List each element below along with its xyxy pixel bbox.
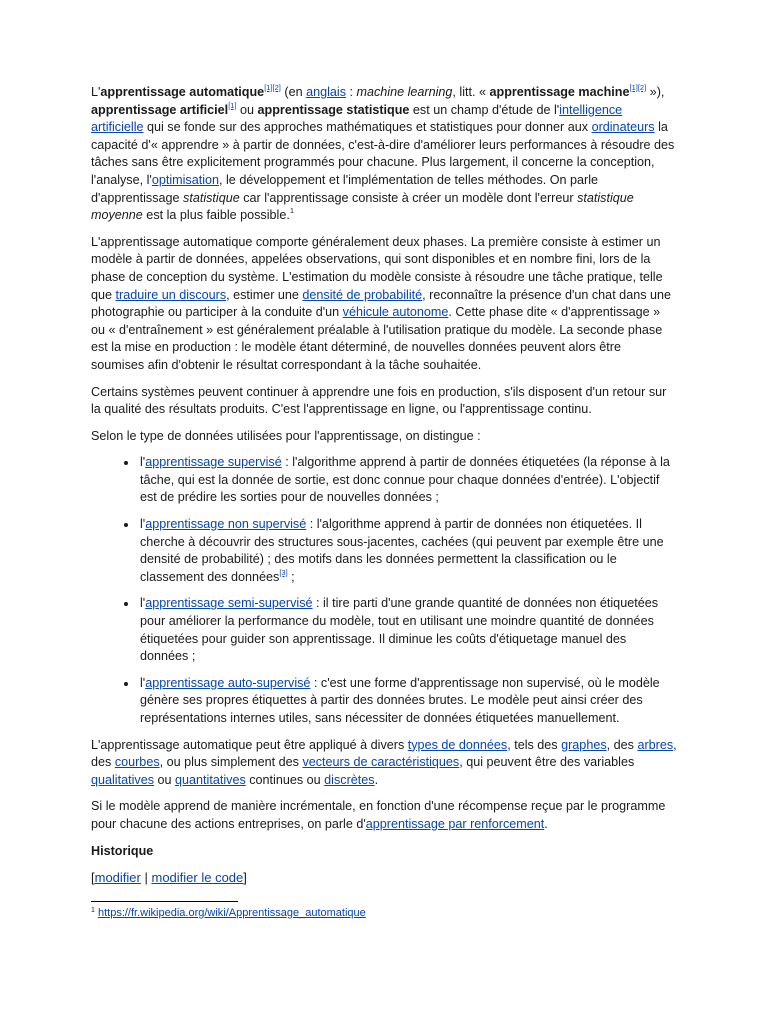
link-densite-probabilite[interactable]: densité de probabilité xyxy=(302,287,423,302)
link-traduire-discours[interactable]: traduire un discours xyxy=(115,287,227,302)
link-graphes[interactable]: graphes xyxy=(561,737,607,752)
section-heading-historique: Historique xyxy=(91,843,154,858)
paragraph-donnees: L'apprentissage automatique peut être appliqué à divers types de données, tels des graphes, des arbres, des courbes, ou plus simplement des vecteurs de caractéristiques, qui peuvent être des variables qualitatives ou quantitatives continues ou discrètes. xyxy=(91,737,677,787)
paragraph-continu: Certains systèmes peuvent continuer à apprendre une fois en production, s'ils disposent d'un retour sur la qualité des résultats produits. C'est l'apprentissage en ligne, ou l'apprentissage continu. xyxy=(91,384,667,417)
link-vecteurs-caracteristiques[interactable]: vecteurs de caractéristiques xyxy=(302,755,460,770)
term-apprentissage-automatique: apprentissage automatique xyxy=(100,85,265,99)
footnote-separator xyxy=(91,901,238,902)
ref-link-4[interactable]: [2] xyxy=(637,83,647,92)
link-apprentissage-supervise[interactable]: apprentissage supervisé xyxy=(145,455,282,470)
link-apprentissage-auto-supervise[interactable]: apprentissage auto-supervisé xyxy=(145,675,311,690)
learning-types-list xyxy=(91,454,677,727)
term-apprentissage-statistique: apprentissage statistique xyxy=(257,102,410,117)
list-item: • l'apprentissage auto-supervisé : c'est une forme d'apprentissage non supervisé, où le modèle génère ses propres étiquettes à partir des données brutes. Le modèle peut ainsi créer des représentations internes utiles, sans nécessiter de données étiquetées manuellement. xyxy=(138,675,677,728)
link-ordinateurs[interactable]: ordinateurs xyxy=(591,120,655,135)
link-courbes[interactable]: courbes xyxy=(114,755,160,770)
ref-link-1[interactable]: [1] xyxy=(264,83,273,92)
link-apprentissage-renforcement[interactable]: apprentissage par renforcement xyxy=(365,816,545,831)
term-machine-learning: machine learning xyxy=(356,85,453,99)
link-anglais[interactable]: anglais xyxy=(306,85,346,99)
link-vehicule-autonome[interactable]: véhicule autonome xyxy=(342,305,449,320)
document-page xyxy=(91,84,677,920)
list-item: • l'apprentissage semi-supervisé : il tire parti d'une grande quantité de données non étiquetées pour améliorer la performance du modèle, tout en utilisant une moindre quantité de données étiquetées pour guider son apprentissage. Il diminue les coûts d'étiquetage manuel des données ; xyxy=(138,595,677,665)
link-apprentissage-non-supervise[interactable]: apprentissage non supervisé xyxy=(145,517,307,532)
term-apprentissage-machine: apprentissage machine xyxy=(489,85,630,99)
ref-link-2[interactable]: [2] xyxy=(272,83,281,92)
link-types-de-donnees[interactable]: types de données xyxy=(407,737,508,752)
edit-links: [modifier | modifier le code] xyxy=(91,870,247,886)
link-discretes[interactable]: discrètes xyxy=(324,772,375,787)
link-intelligence-artificielle[interactable]: intelligence artificielle xyxy=(91,102,623,135)
link-arbres[interactable]: arbres xyxy=(637,737,674,752)
list-item: • l'apprentissage supervisé : l'algorithme apprend à partir de données étiquetées (la réponse à la tâche, qui est la donnée de sortie, est donc connue pour chaque données d'entrée). L'objectif est de prédire les sorties pour de nouvelles données ; xyxy=(138,454,677,507)
term-apprentissage-artificiel: apprentissage artificiel xyxy=(91,102,229,117)
edit-link[interactable]: modifier xyxy=(94,870,141,886)
paragraph-renforcement: Si le modèle apprend de manière incrémentale, en fonction d'une récompense reçue par le programme pour chacune des actions entreprises, on parle d'apprentissage par renforcement. xyxy=(91,799,666,831)
edit-code-link[interactable]: modifier le code xyxy=(151,870,244,886)
paragraph-phases: L'apprentissage automatique comporte généralement deux phases. La première consiste à estimer un modèle à partir de données, appelées observations, qui sont disponibles et en nombre fini, lors de la phase de conception du système. L'estimation du modèle consiste à résoudre une tâche pratique, telle que traduire un discours, estimer une densité de probabilité, reconnaître la présence d'un chat dans une photographie ou participer à la conduite d'un véhicule autonome. Cette phase dite « d'apprentissage » ou « d'entraînement » est généralement préalable à l'utilisation pratique du modèle. La seconde phase est la mise en production : le modèle étant déterminé, de nouvelles données peuvent alors être soumises afin d'obtenir le résultat correspondant à la tâche souhaitée. xyxy=(91,234,672,372)
paragraph-intro: L'apprentissage automatique[1][2] (en anglais : machine learning, litt. « apprentissage machine[1][2] »), apprentissage artificiel[1] ou apprentissage statistique est un champ d'étude de l'intelligence artificielle qui se fonde sur des approches mathématiques et statistiques pour donner aux ordinateurs la capacité d'« apprendre » à partir de données, c'est-à-dire d'améliorer leurs performances à résoudre des tâches sans être explicitement programmés pour chacune. Plus largement, il concerne la conception, l'analyse, l'optimisation, le développement et l'implémentation de telles méthodes. On parle d'apprentissage statistique car l'apprentissage consiste à créer un modèle dont l'erreur statistique moyenne est la plus faible possible.$^1$ xyxy=(91,83,675,223)
link-optimisation[interactable]: optimisation xyxy=(151,172,220,187)
ref-link-3[interactable]: [1] xyxy=(629,83,638,92)
link-apprentissage-semi-supervise[interactable]: apprentissage semi-supervisé xyxy=(145,596,313,611)
link-quantitatives[interactable]: quantitatives xyxy=(175,772,246,787)
ref-link-5[interactable]: [1] xyxy=(228,100,237,110)
footnote-marker: 1 xyxy=(289,206,294,216)
link-qualitatives[interactable]: qualitatives xyxy=(91,772,155,787)
ref-link-list-3[interactable]: [3] xyxy=(279,567,288,577)
footnote-url-link[interactable]: https://fr.wikipedia.org/wiki/Apprentissage_automatique xyxy=(97,906,366,919)
paragraph-types-intro: Selon le type de données utilisées pour l'apprentissage, on distingue : xyxy=(91,428,481,443)
list-item: • l'apprentissage non supervisé : l'algorithme apprend à partir de données non étiquetées. Il cherche à découvrir des structures sous-jacentes, cachées (qui peuvent par exemple être une densité de probabilité) ; des motifs dans les données permettent la classification ou le classement des données[3] ; xyxy=(138,516,677,586)
footnote: $^1$ https://fr.wikipedia.org/wiki/Apprentissage_automatique xyxy=(91,906,366,919)
